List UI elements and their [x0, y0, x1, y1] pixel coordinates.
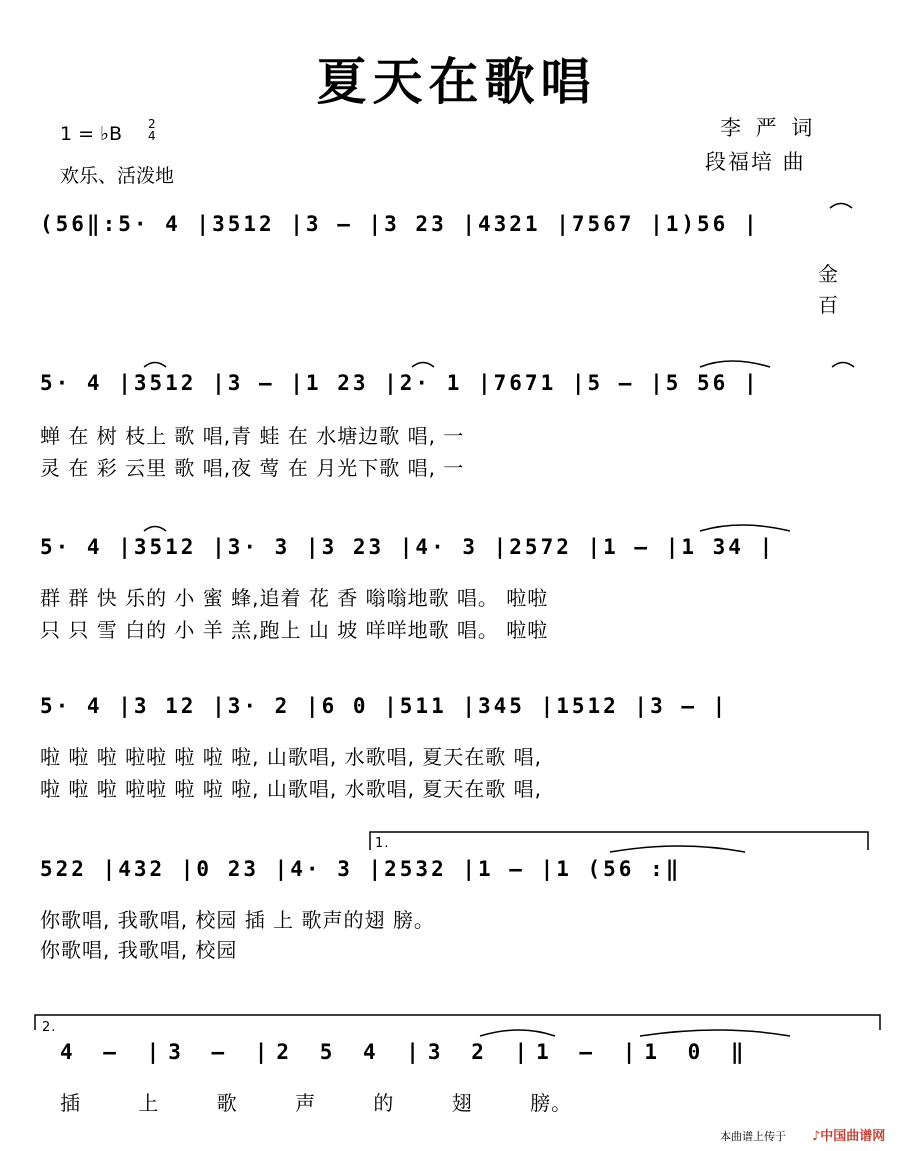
lyrics-row-6: 插 上 歌 声 的 翅 膀。: [60, 1091, 573, 1115]
logo-icon: ♪: [812, 1129, 821, 1144]
slur-mark: [144, 527, 166, 532]
song-title: 夏天在歌唱: [316, 53, 597, 111]
lyricist-credit: 李 严 词: [720, 116, 817, 140]
slur-mark: [144, 363, 166, 368]
lyrics-row-5-verse-1: 你歌唱, 我歌唱, 校园 插 上 歌声的翅 膀。: [40, 908, 435, 932]
tempo-marking: 欢乐、活泼地: [60, 165, 175, 187]
slur-mark: [832, 363, 854, 368]
volta-1-bracket: [370, 832, 868, 850]
notation-row-2: 5· 4 |3512 |3 — |1 23 |2· 1 |7671 |5 — |5 56 |: [40, 371, 760, 395]
tie-mark: [480, 1030, 555, 1036]
lyrics-row-3-verse-2: 只 只 雪 白的 小 羊 羔,跑上 山 坡 咩咩地歌 唱。 啦啦: [40, 618, 549, 642]
lyrics-row-2-verse-2: 灵 在 彩 云里 歌 唱,夜 莺 在 月光下歌 唱, 一: [40, 456, 465, 480]
notation-row-6: 4 — |3 — |2 5 4 |3 2 |1 — |1 0 ‖: [60, 1040, 753, 1064]
volta-2-label: 2.: [42, 1020, 57, 1035]
tie-mark: [610, 846, 745, 852]
notation-row-5: 522 |432 |0 23 |4· 3 |2532 |1 — |1 (56 :‖: [40, 857, 682, 881]
composer-credit: 段福培 曲: [705, 150, 806, 174]
slur-mark: [412, 363, 434, 368]
site-logo: ♪中国曲谱网: [812, 1129, 886, 1144]
tie-mark: [700, 525, 790, 531]
lyrics-row-4-verse-2: 啦 啦 啦 啦啦 啦 啦 啦, 山歌唱, 水歌唱, 夏天在歌 唱,: [40, 777, 543, 801]
tie-mark: [640, 1030, 790, 1036]
slur-mark: [830, 204, 852, 209]
notation-row-3: 5· 4 |3512 |3· 3 |3 23 |4· 3 |2572 |1 — |1 34 |: [40, 535, 776, 559]
key-signature: 1 = ♭B: [60, 123, 123, 145]
notation-row-4: 5· 4 |3 12 |3· 2 |6 0 |511 |345 |1512 |3 — |: [40, 694, 729, 718]
tie-mark: [700, 361, 770, 367]
lyrics-row-3-verse-1: 群 群 快 乐的 小 蜜 蜂,追着 花 香 嗡嗡地歌 唱。 啦啦: [40, 586, 549, 610]
intro-lyric-1: 金: [818, 262, 839, 286]
volta-2-bracket: [35, 1015, 880, 1030]
lyrics-row-5-verse-2: 你歌唱, 我歌唱, 校园: [40, 938, 238, 962]
footer-upload-text: 本曲谱上传于: [720, 1130, 786, 1143]
lyrics-row-2-verse-1: 蝉 在 树 枝上 歌 唱,青 蛙 在 水塘边歌 唱, 一: [40, 424, 465, 448]
lyrics-row-4-verse-1: 啦 啦 啦 啦啦 啦 啦 啦, 山歌唱, 水歌唱, 夏天在歌 唱,: [40, 745, 543, 769]
time-signature: 2 4: [148, 117, 156, 143]
intro-lyric-2: 百: [818, 293, 839, 317]
volta-1-label: 1.: [375, 836, 390, 851]
notation-row-1: (56‖:5· 4 |3512 |3 — |3 23 |4321 |7567 |1)56 |: [40, 212, 760, 236]
